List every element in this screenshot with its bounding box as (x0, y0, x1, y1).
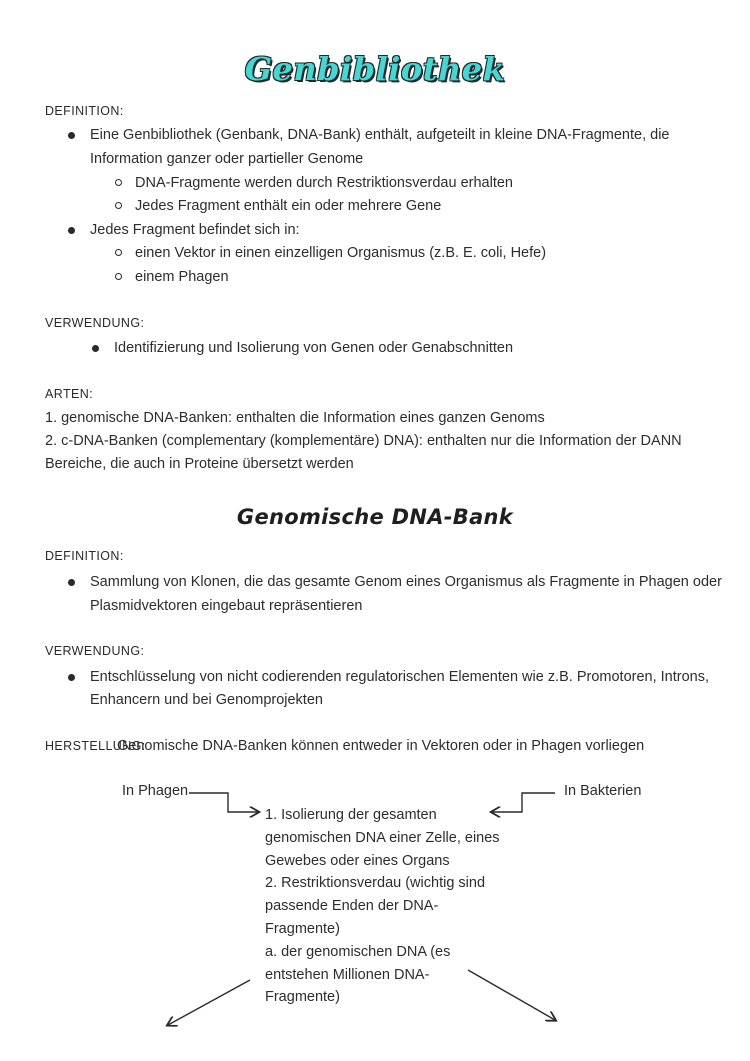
sub-list-item: einen Vektor in einen einzelligen Organismus (z.B. E. coli, Hefe) (135, 245, 547, 261)
diagram-step-line: Gewebes oder eines Organs (265, 852, 450, 869)
diagram-step-line: Fragmente) (265, 989, 340, 1006)
definition-label: DEFINITION: (45, 549, 124, 563)
page-title: Genbibliothek (244, 50, 506, 88)
arrow-left-to-box (189, 793, 258, 812)
diagram-step-line: a. der genomischen DNA (es (265, 943, 451, 960)
diagram-step-line: passende Enden der DNA- (265, 898, 439, 915)
sub-list-item: Jedes Fragment enthält ein oder mehrere Gene (135, 198, 442, 214)
arrow-down-left (168, 980, 250, 1025)
sub-list-item: DNA-Fragmente werden durch Restriktionsverdau erhalten (135, 175, 513, 191)
diagram-step-line: Fragmente) (265, 920, 340, 937)
herstellung-label: HERSTELLUNG: (45, 739, 146, 753)
diagram-step-line: 2. Restriktionsverdau (wichtig sind (265, 875, 486, 892)
verwendung-label: VERWENDUNG: (45, 644, 145, 658)
arten-line: 2. c-DNA-Banken (complementary (komplementäre) DNA): enthalten nur die Information der DANN (45, 433, 682, 449)
list-item: Entschlüsselung von nicht codierenden regulatorischen Elementen wie z.B. Promotoren, Introns, (90, 669, 710, 685)
arrow-right-to-box (492, 793, 555, 812)
diagram-steps-box (265, 806, 500, 1011)
diagram-step-line: 1. Isolierung der gesamten (265, 807, 437, 823)
sub-list-item: einem Phagen (135, 269, 229, 285)
verwendung-label: VERWENDUNG: (45, 316, 145, 330)
list-item: Sammlung von Klonen, die das gesamte Genom eines Organismus als Fragmente in Phagen oder (90, 574, 722, 590)
section-heading: Genomische DNA-Bank (236, 505, 514, 529)
definition-label: DEFINITION: (45, 104, 124, 118)
arten-line: Bereiche, die auch in Proteine übersetzt werden (45, 456, 354, 472)
list-item: Identifizierung und Isolierung von Genen oder Genabschnitten (114, 340, 514, 356)
diagram-step-line: entstehen Millionen DNA- (265, 966, 430, 983)
list-item-continuation: Information ganzer oder partieller Genome (90, 151, 364, 167)
diagram-right-label: In Bakterien (564, 783, 642, 799)
list-item: Eine Genbibliothek (Genbank, DNA-Bank) enthält, aufgeteilt in kleine DNA-Fragmente, die (90, 127, 670, 143)
list-item-continuation: Plasmidvektoren eingebaut repräsentieren (90, 598, 363, 614)
diagram-step-line: genomischen DNA einer Zelle, eines (265, 829, 500, 846)
list-item: Jedes Fragment befindet sich in: (90, 222, 300, 238)
arten-label: ARTEN: (45, 387, 94, 401)
list-item-continuation: Enhancern und bei Genomprojekten (90, 692, 323, 708)
diagram-left-label: In Phagen (122, 783, 189, 799)
arten-line: 1. genomische DNA-Banken: enthalten die Information eines ganzen Genoms (45, 410, 545, 426)
herstellung-text: Genomische DNA-Banken können entweder in Vektoren oder in Phagen vorliegen (117, 738, 645, 754)
